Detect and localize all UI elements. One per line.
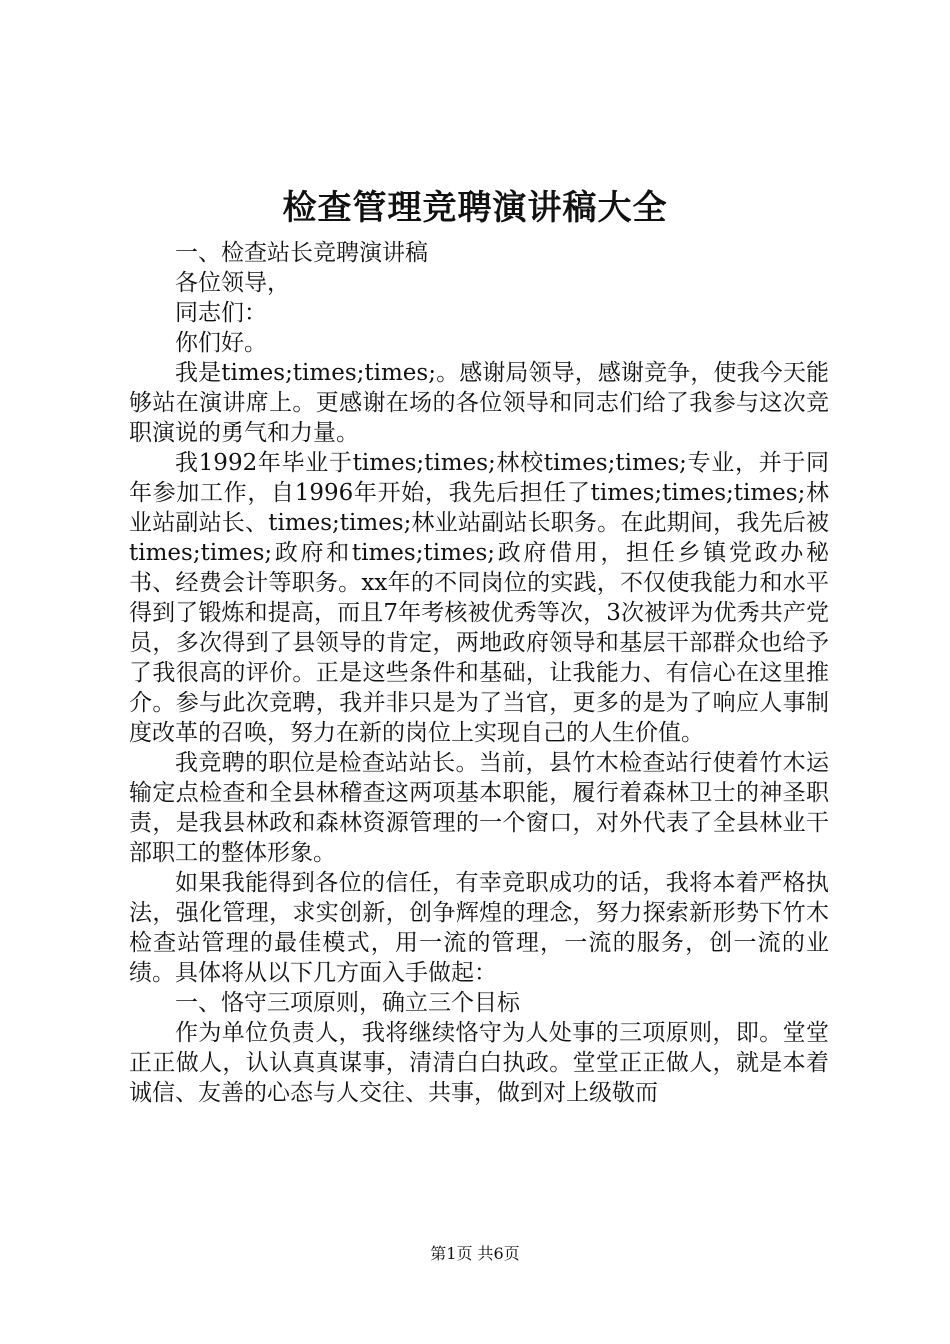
greeting-line: 你们好。 (175, 330, 267, 356)
document-body (129, 238, 829, 1108)
salutation-line: 同志们： (175, 300, 267, 326)
body-paragraph: 我竞聘的职位是检查站站长。当前，县竹木检查站行使着竹木运输定点检查和全县林稽查这两项基本职能，履行着森林卫士的神圣职责，是我县林政和森林资源管理的一个窗口，对外代表了全县林业干部职工的整体形象。 (129, 750, 829, 866)
page-number-footer: 第1页 共6页 (430, 1244, 520, 1263)
subsection-heading: 一、恪守三项原则，确立三个目标 (175, 990, 520, 1016)
document-title: 检查管理竞聘演讲稿大全 (282, 188, 668, 228)
body-paragraph: 作为单位负责人，我将继续恪守为人处事的三项原则，即。堂堂正正做人，认认真真谋事，清清白白执政。堂堂正正做人，就是本着诚信、友善的心态与人交往、共事，做到对上级敬而 (129, 1020, 829, 1106)
body-paragraph: 我1992年毕业于times;times;林校times;times;专业，并于同年参加工作，自1996年开始，我先后担任了times;times;times;林业站副站长、times;times;林业站副站长职务。在此期间，我先后被times;times;政府和times;times;政府借用，担任乡镇党政办秘书、经费会计等职务。xx年的不同岗位的实践，不仅使我能力和水平得到了锻炼和提高，而且7年考核被优秀等次，3次被评为优秀共产党员，多次得到了县领导的肯定，两地政府领导和基层干部群众也给予了我很高的评价。正是这些条件和基础，让我能力、有信心在这里推介。参与此次竞聘，我并非只是为了当官，更多的是为了响应人事制度改革的召唤，努力在新的岗位上实现自己的人生价值。 (129, 450, 829, 746)
body-paragraph: 我是times;times;times;。感谢局领导，感谢竞争，使我今天能够站在演讲席上。更感谢在场的各位领导和同志们给了我参与这次竞职演说的勇气和力量。 (129, 360, 829, 446)
section-heading: 一、检查站长竞聘演讲稿 (175, 240, 428, 266)
body-paragraph: 如果我能得到各位的信任，有幸竞职成功的话，我将本着严格执法，强化管理，求实创新，创争辉煌的理念，努力探索新形势下竹木检查站管理的最佳模式，用一流的管理，一流的服务，创一流的业绩。具体将从以下几方面入手做起： (129, 870, 829, 986)
salutation-line: 各位领导， (175, 270, 290, 296)
